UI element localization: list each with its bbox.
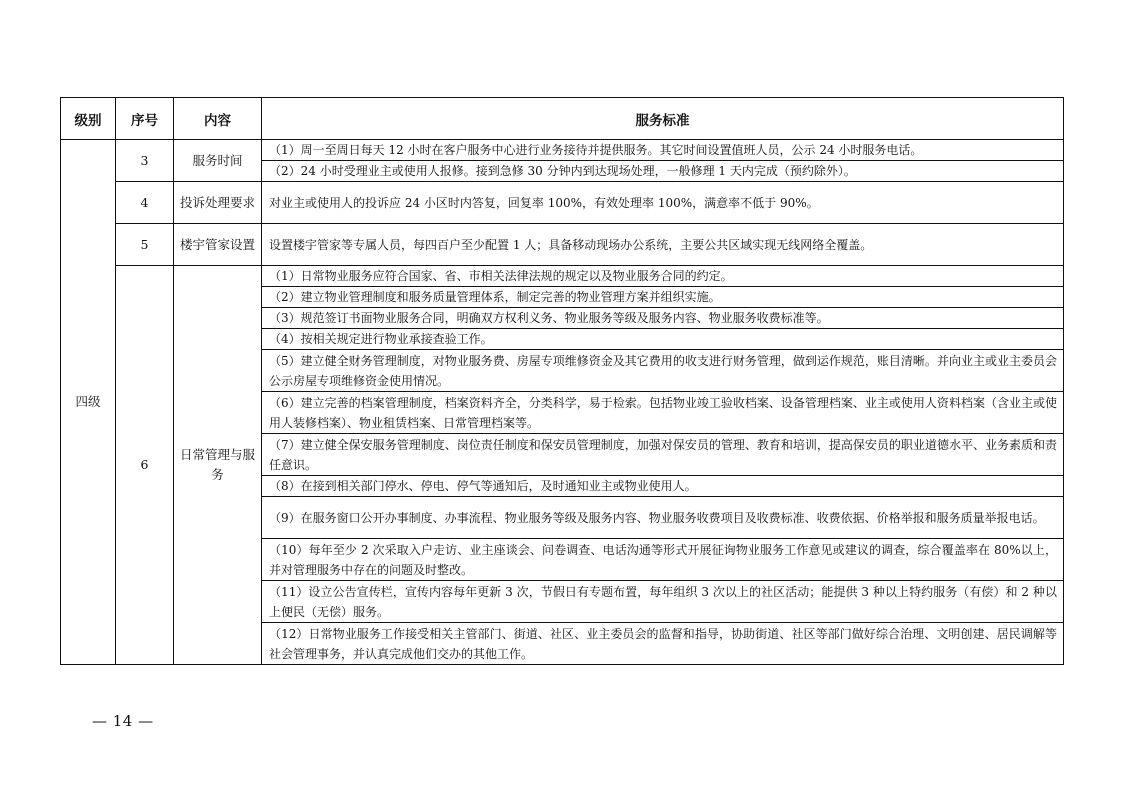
content-cell: 日常管理与服务	[174, 266, 262, 665]
content-cell: 服务时间	[174, 140, 262, 182]
header-level: 级别	[61, 98, 116, 140]
seq-cell: 6	[116, 266, 174, 665]
standard-cell: 对业主或使用人的投诉应 24 小区时内答复，回复率 100%，有效处理率 100%，满意率不低于 90%。	[262, 182, 1064, 224]
table-row	[61, 140, 1064, 161]
header-standard: 服务标准	[262, 98, 1064, 140]
standard-cell: （9）在服务窗口公开办事制度、办事流程、物业服务等级及服务内容、物业服务收费项目及收费标准、收费依据、价格举报和服务质量举报电话。	[262, 497, 1064, 539]
table-header-row	[61, 98, 1064, 140]
content-cell: 投诉处理要求	[174, 182, 262, 224]
standard-cell: （3）规范签订书面物业服务合同，明确双方权利义务、物业服务等级及服务内容、物业服务收费标准等。	[262, 308, 1064, 329]
standard-cell: （5）建立健全财务管理制度，对物业服务费、房屋专项维修资金及其它费用的收支进行财务管理，做到运作规范，账目清晰。并向业主或业主委员会公示房屋专项维修资金使用情况。	[262, 350, 1064, 392]
standard-cell: （1）周一至周日每天 12 小时在客户服务中心进行业务接待并提供服务。其它时间设置值班人员，公示 24 小时服务电话。	[262, 140, 1064, 161]
header-seq: 序号	[116, 98, 174, 140]
seq-cell: 3	[116, 140, 174, 182]
table-row	[61, 266, 1064, 287]
standard-cell: （2）建立物业管理制度和服务质量管理体系，制定完善的物业管理方案并组织实施。	[262, 287, 1064, 308]
page-number: — 14 —	[92, 712, 154, 730]
standard-cell: （8）在接到相关部门停水、停电、停气等通知后，及时通知业主或物业使用人。	[262, 476, 1064, 497]
seq-cell: 5	[116, 224, 174, 266]
standard-cell: （12）日常物业服务工作接受相关主管部门、街道、社区、业主委员会的监督和指导，协助街道、社区等部门做好综合治理、文明创建、居民调解等社会管理事务，并认真完成他们交办的其他工作。	[262, 623, 1064, 665]
standard-cell: （2）24 小时受理业主或使用人报修。接到急修 30 分钟内到达现场处理，一般修理 1 天内完成（预约除外）。	[262, 161, 1064, 182]
standard-cell: （7）建立健全保安服务管理制度、岗位责任制度和保安员管理制度，加强对保安员的管理、教育和培训，提高保安员的职业道德水平、业务素质和责任意识。	[262, 434, 1064, 476]
standard-cell: （6）建立完善的档案管理制度，档案资料齐全，分类科学，易于检索。包括物业竣工验收档案、设备管理档案、业主或使用人资料档案（含业主或使用人装修档案）、物业租赁档案、日常管理档案等。	[262, 392, 1064, 434]
seq-cell: 4	[116, 182, 174, 224]
standard-cell: （1）日常物业服务应符合国家、省、市相关法律法规的规定以及物业服务合同的约定。	[262, 266, 1064, 287]
standard-cell: （10）每年至少 2 次采取入户走访、业主座谈会、问卷调查、电话沟通等形式开展征询物业服务工作意见或建议的调查，综合覆盖率在 80%以上，并对管理服务中存在的问题及时整改。	[262, 539, 1064, 581]
header-content: 内容	[174, 98, 262, 140]
level-cell: 四级	[61, 140, 116, 665]
table-row	[61, 182, 1064, 224]
service-standard-table	[60, 97, 1064, 665]
standard-cell: 设置楼宇管家等专属人员，每四百户至少配置 1 人；具备移动现场办公系统，主要公共区域实现无线网络全覆盖。	[262, 224, 1064, 266]
content-cell: 楼宇管家设置	[174, 224, 262, 266]
standard-cell: （4）按相关规定进行物业承接查验工作。	[262, 329, 1064, 350]
standard-cell: （11）设立公告宣传栏，宣传内容每年更新 3 次，节假日有专题布置，每年组织 3 次以上的社区活动；能提供 3 种以上特约服务（有偿）和 2 种以上便民（无偿）服务。	[262, 581, 1064, 623]
table-row	[61, 224, 1064, 266]
